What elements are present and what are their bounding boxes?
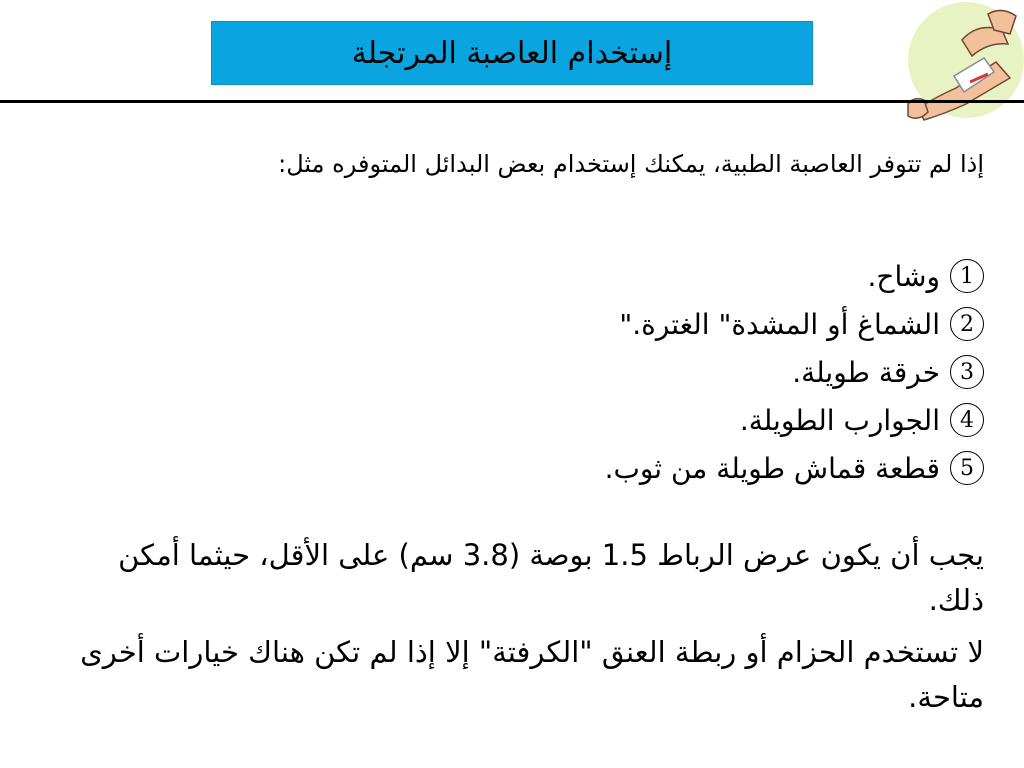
item-text: وشاح. [867,259,940,293]
item-number-circle: 2 [950,307,984,341]
belt-note: لا تستخدم الحزام أو ربطة العنق "الكرفتة" إلا إذا لم تكن هناك خيارات أخرى متاحة. [80,635,984,714]
title-banner [211,21,813,85]
item-text: خرقة طويلة. [792,355,940,389]
item-text: الشماغ أو المشدة" الغترة." [619,307,940,341]
item-text: الجوارب الطويلة. [739,403,940,437]
intro-text: إذا لم تتوفر العاصبة الطبية، يمكنك إستخدام بعض البدائل المتوفره مثل: [278,150,984,178]
item-number-circle: 1 [950,259,984,293]
header-divider [0,100,1024,103]
item-number-circle: 5 [950,451,984,485]
arm-tourniquet-illustration [898,0,1024,130]
list-item [284,348,984,396]
item-number-circle: 4 [950,403,984,437]
page-title: إستخدام العاصبة المرتجلة [351,35,673,71]
list-item [284,396,984,444]
item-text: قطعة قماش طويلة من ثوب. [604,451,940,485]
list-item [284,300,984,348]
list-item [284,252,984,300]
alternatives-list [284,252,984,492]
width-note: يجب أن يكون عرض الرباط 1.5 بوصة (3.8 سم) على الأقل، حيثما أمكن ذلك. [118,538,984,617]
list-item [284,444,984,492]
item-number-circle: 3 [950,355,984,389]
